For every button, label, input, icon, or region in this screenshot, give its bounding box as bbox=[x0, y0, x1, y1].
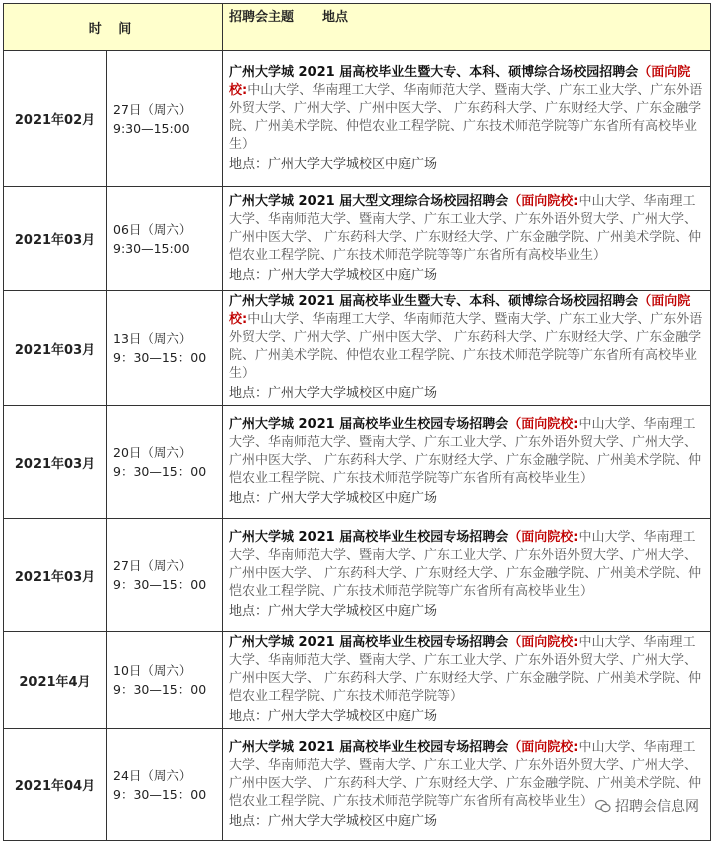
header-time: 时 间 bbox=[4, 4, 223, 51]
row-date-time bbox=[107, 51, 223, 187]
row-day: 20日（周六） bbox=[113, 445, 192, 460]
table-row bbox=[4, 729, 711, 841]
watermark-text: 招聘会信息网 bbox=[615, 799, 699, 815]
row-location: 地点：广州大学大学城校区中庭广场 bbox=[229, 604, 438, 619]
row-tag: （面向院校: bbox=[508, 417, 579, 432]
row-details bbox=[223, 632, 711, 729]
row-date-time bbox=[107, 729, 223, 841]
header-topic bbox=[223, 4, 711, 51]
row-month: 2021年03月 bbox=[4, 519, 107, 632]
row-location: 地点：广州大学大学城校区中庭广场 bbox=[229, 491, 438, 506]
row-title: 广州大学城 2021 届高校毕业生校园专场招聘会 bbox=[229, 635, 509, 650]
table-header-row bbox=[4, 4, 711, 51]
row-month: 2021年02月 bbox=[4, 51, 107, 187]
table-row bbox=[4, 406, 711, 519]
row-tag: （面向院校: bbox=[508, 193, 579, 209]
row-month: 2021年04月 bbox=[4, 729, 107, 841]
row-month: 2021年03月 bbox=[4, 291, 107, 406]
row-schools: 中山大学、华南理工大学、华南师范大学、暨南大学、广东工业大学、广东外语外贸大学、广州大学、广州中医大学、 广东药科大学、广东财经大学、广东金融学院、广州美术学院、仲恺农业工程学院、广东技术师范学院等广东省所有高校毕业生） bbox=[229, 530, 702, 599]
row-details bbox=[223, 729, 711, 841]
row-month: 2021年4月 bbox=[4, 632, 107, 729]
watermark bbox=[595, 796, 699, 816]
row-location: 地点：广州大学大学城校区中庭广场 bbox=[229, 267, 438, 283]
row-time: 9:30—15:00 bbox=[113, 120, 190, 136]
row-day: 06日（周六） bbox=[113, 221, 192, 237]
row-day: 13日（周六） bbox=[113, 331, 192, 346]
table-row bbox=[4, 291, 711, 406]
row-title: 广州大学城 2021 届高校毕业生校园专场招聘会 bbox=[229, 417, 509, 432]
job-fair-schedule-table bbox=[3, 3, 711, 841]
row-day: 27日（周六） bbox=[113, 558, 192, 573]
row-schools: 中山大学、华南理工大学、华南师范大学、暨南大学、广东工业大学、广东外语外贸大学、广州大学、广州中医大学、 广东药科大学、广东财经大学、广东金融学院、广州美术学院、仲恺农业工程学院、广东技术师范学院等） bbox=[229, 635, 702, 704]
row-day: 27日（周六） bbox=[113, 101, 192, 117]
row-month: 2021年03月 bbox=[4, 406, 107, 519]
row-title: 广州大学城 2021 届高校毕业生校园专场招聘会 bbox=[229, 530, 509, 545]
row-tag: （面向院校: bbox=[229, 294, 691, 327]
row-schools: 中山大学、华南理工大学、华南师范大学、暨南大学、广东工业大学、广东外语外贸大学、广州大学、广州中医大学、 广东药科大学、广东财经大学、广东金融学院、广州美术学院、仲恺农业工程学院、广东技术师范学院等广东省所有高校毕业生） bbox=[229, 417, 702, 486]
row-time: 9:30—15:00 bbox=[113, 240, 190, 256]
row-title: 广州大学城 2021 届大型文理综合场校园招聘会 bbox=[229, 193, 509, 209]
row-tag: （面向院校: bbox=[508, 530, 579, 545]
row-location: 地点：广州大学大学城校区中庭广场 bbox=[229, 709, 438, 724]
row-details bbox=[223, 519, 711, 632]
row-time: 9：30—15：00 bbox=[113, 577, 207, 592]
row-date-time bbox=[107, 187, 223, 291]
header-venue-label: 地点 bbox=[322, 10, 349, 25]
row-details bbox=[223, 406, 711, 519]
row-day: 10日（周六） bbox=[113, 663, 192, 678]
row-month: 2021年03月 bbox=[4, 187, 107, 291]
row-schools: 中山大学、华南理工大学、华南师范大学、暨南大学、广东工业大学、广东外语外贸大学、广州大学、广州中医大学、 广东药科大学、广东财经大学、广东金融学院、广州美术学院、仲恺农业工程学院、广东技术师范学院等广东省所有高校毕业生） bbox=[229, 312, 703, 381]
wechat-icon bbox=[595, 799, 611, 813]
row-date-time bbox=[107, 632, 223, 729]
row-tag: （面向院校: bbox=[229, 64, 691, 98]
table-row bbox=[4, 187, 711, 291]
row-schools: 中山大学、华南理工大学、华南师范大学、暨南大学、广东工业大学、广东外语外贸大学、广州大学、广州中医大学、 广东药科大学、广东财经大学、广东金融学院、广州美术学院、仲恺农业工程学院、广东技术师范学院等等广东省所有高校毕业生） bbox=[229, 193, 702, 263]
row-title: 广州大学城 2021 届高校毕业生暨大专、本科、硕博综合场校园招聘会 bbox=[229, 294, 639, 309]
row-date-time bbox=[107, 291, 223, 406]
row-location: 地点：广州大学大学城校区中庭广场 bbox=[229, 156, 438, 172]
row-tag: （面向院校: bbox=[508, 739, 579, 755]
row-details bbox=[223, 291, 711, 406]
row-tag: （面向院校: bbox=[508, 635, 579, 650]
table-row bbox=[4, 519, 711, 632]
row-time: 9：30—15：00 bbox=[113, 350, 207, 365]
row-details bbox=[223, 187, 711, 291]
row-location: 地点：广州大学大学城校区中庭广场 bbox=[229, 386, 438, 401]
table-row bbox=[4, 632, 711, 729]
row-details bbox=[223, 51, 711, 187]
table-row bbox=[4, 51, 711, 187]
row-title: 广州大学城 2021 届高校毕业生校园专场招聘会 bbox=[229, 739, 509, 755]
row-schools: 中山大学、华南理工大学、华南师范大学、暨南大学、广东工业大学、广东外语外贸大学、广州大学、广州中医大学、 广东药科大学、广东财经大学、广东金融学院、广州美术学院、仲恺农业工程学院、广东技术师范学院等广东省所有高校毕业生） bbox=[229, 82, 703, 152]
row-time: 9：30—15：00 bbox=[113, 786, 207, 802]
row-time: 9：30—15：00 bbox=[113, 682, 207, 697]
row-title: 广州大学城 2021 届高校毕业生暨大专、本科、硕博综合场校园招聘会 bbox=[229, 64, 639, 80]
row-schools: 中山大学、华南理工大学、华南师范大学、暨南大学、广东工业大学、广东外语外贸大学、广州大学、广州中医大学、 广东药科大学、广东财经大学、广东金融学院、广州美术学院、仲恺农业工程学院、广东技术师范学院等广东省所有高校毕业生） bbox=[229, 739, 702, 809]
row-date-time bbox=[107, 519, 223, 632]
row-date-time bbox=[107, 406, 223, 519]
row-day: 24日（周六） bbox=[113, 767, 192, 783]
row-location: 地点：广州大学大学城校区中庭广场 bbox=[229, 813, 438, 829]
header-topic-label: 招聘会主题 bbox=[229, 10, 295, 25]
row-time: 9：30—15：00 bbox=[113, 464, 207, 479]
